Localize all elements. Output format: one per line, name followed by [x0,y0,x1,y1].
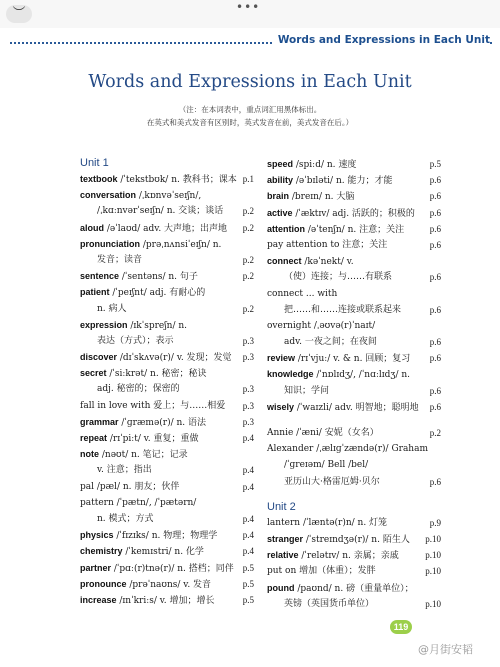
vocab-entry [267,318,441,334]
definition: n. 病人 [97,303,127,314]
headword: review [267,353,296,364]
page-ref: p.5 [242,578,254,589]
headword: pound [267,582,295,593]
headword: note [80,449,99,460]
vocab-entry [267,237,441,253]
page-ref: p.3 [242,416,254,427]
definition: 表达（方式）；表示 [97,335,174,346]
headword: speed [267,159,294,169]
headword: patient [80,287,110,298]
definition: /ˈnɒlɪdʒ/, /ˈnɑːlɪdʒ/ n. [313,370,411,381]
page-title: Words and Expressions in Each Unit [88,72,412,92]
page-ref: p.3 [242,335,254,346]
page-ref: p.5 [429,159,441,169]
entry-continuation [80,381,254,397]
definition: /ˈstreɪndʒə(r)/ n. 陌生人 [303,534,410,545]
entry-continuation [80,301,254,317]
definition: /ˈfɪzɪks/ n. 物理；物理学 [113,531,218,542]
vocab-entry [80,543,254,559]
headword: textbook [80,174,118,184]
page-ref: p.3 [242,352,254,363]
definition: /ˈwaɪzli/ adv. 明智地；聪明地 [294,402,419,413]
page-ref: p.4 [242,546,254,557]
spacer [267,490,441,500]
vocab-entry [80,187,254,203]
headword: increase [80,594,117,605]
definition: /ˈtekstbʊk/ n. 教科书；课本 [117,175,237,185]
page-ref: p.6 [429,353,441,364]
page-ref: p.10 [425,533,441,544]
page-ref: p.2 [242,271,254,282]
headword: ability [267,175,294,186]
vocab-entry [267,350,441,366]
headword: physics [80,530,114,541]
vocab-entry [267,286,441,302]
more-options-icon[interactable]: ••• [236,0,261,14]
unit-heading: Unit 1 [80,157,109,169]
page-ref: p.2 [242,206,254,217]
definition: adj. 秘密的；保密的 [97,384,180,395]
page-ref: p.2 [429,428,441,438]
vocab-entry [267,366,441,382]
page-ref: p.6 [429,223,441,234]
definition: /əˈlaʊd/ adv. 大声地；出声地 [104,223,228,234]
entry-continuation [267,474,441,490]
watermark: @月街安韬 [418,643,473,656]
page-ref: p.1 [242,174,254,184]
page-ref: p.4 [242,530,254,541]
page-ref: p.10 [425,598,441,609]
vocab-entry [80,284,254,300]
definition: pattern /ˈpætn/, /ˈpætərn/ [80,497,197,508]
page-ref: p.6 [429,191,441,202]
page-ref: p.6 [429,304,441,315]
vocab-entry [267,580,441,596]
headword: sentence [80,271,120,282]
headword: connect [267,256,302,267]
headword: knowledge [267,369,314,380]
vocab-entry [267,205,441,221]
definition: 英镑（英国货币单位） [284,598,375,609]
headword: active [267,207,293,218]
vocab-entry [267,156,441,172]
headword: stranger [267,533,304,544]
definition: /ˌkɒnvəˈseɪʃn/, [136,191,202,202]
entry-continuation [267,334,441,350]
definition: /ˈpeɪʃnt/ adj. 有耐心的 [109,288,206,299]
page-ref: p.10 [425,566,441,577]
vocab-entry [80,527,254,543]
definition: 亚历山大·格雷厄姆·贝尔 [284,476,380,487]
entry-continuation [267,596,441,612]
definition: /ˌkɑːnvərˈseɪʃn/ n. 交谈；谈话 [97,206,224,217]
definition: /prəˈnaʊns/ v. 发音 [126,579,212,590]
vocab-entry [80,479,254,495]
vocab-entry [267,172,441,188]
spacer [267,415,441,425]
entry-continuation [267,383,441,399]
vocab-entry [80,414,254,430]
definition: pal /pæl/ n. 朋友；伙伴 [80,481,180,492]
headword: chemistry [80,546,123,557]
definition: Alexander /ˌælɪɡˈzændə(r)/ Graham [267,444,429,455]
vocab-entry [80,349,254,365]
headword: attention [267,223,305,234]
headword: secret [80,368,107,379]
headword: conversation [80,190,137,201]
page-ref: p.6 [429,239,441,250]
collapse-icon[interactable]: ︶ [6,5,32,23]
vocab-entry [267,425,441,441]
definition: /ˈsentəns/ n. 句子 [119,272,198,283]
definition: adv. 一夜之间；在夜间 [284,337,377,348]
vocab-entry [267,188,441,204]
definition: 把……和……连接或联系起来 [284,304,402,315]
entry-continuation [80,333,254,349]
definition: /ˈpɑː(r)tnə(r)/ n. 搭档；同伴 [111,563,234,574]
definition: /kəˈnekt/ v. [301,257,354,268]
vocab-entry [80,560,254,576]
headword: discover [80,352,118,363]
vocab-entry [80,592,254,608]
definition: Annie /ˈæni/ 安妮（女名） [267,428,379,438]
vocab-entry [80,446,254,462]
entry-continuation [267,269,441,285]
headword: partner [80,562,112,573]
definition: /əˈtenʃn/ n. 注意；关注 [305,224,405,235]
vocab-entry [267,531,441,547]
left-column [80,156,254,608]
page-ref: p.5 [242,594,254,605]
page-ref: p.6 [429,272,441,283]
definition: overnight /ˌəʊvə(r)ˈnaɪt/ [267,320,376,331]
page-ref: p.3 [242,400,254,411]
right-column [267,156,441,612]
definition: put on 增加（体重）；发胖 [267,566,376,577]
page-ref: p.10 [425,550,441,561]
definition: /əˈbɪləti/ n. 能力；才能 [293,176,393,187]
vocab-entry [80,220,254,236]
page-ref: p.6 [429,385,441,396]
definition: 知识；学问 [284,385,330,396]
vocab-entry [267,399,441,415]
headword: pronunciation [80,238,140,249]
page-ref: p.6 [429,337,441,348]
definition: v. 注意；指出 [97,465,152,476]
definition: /breɪn/ n. 大脑 [289,192,355,203]
page-ref: p.6 [429,401,441,412]
vocab-entry [80,268,254,284]
headword: pronounce [80,578,127,589]
page-ref: p.4 [242,513,254,524]
vocab-entry [267,563,441,579]
vocab-entry [80,317,254,333]
running-header: Words and Expressions in Each Unit [274,34,490,46]
unit-heading: Unit 2 [267,500,296,513]
definition: /nəʊt/ n. 笔记；记录 [99,450,188,461]
page-ref: p.2 [242,254,254,265]
definition: fall in love with 爱上；与……相爱 [80,400,226,411]
vocab-entry [80,365,254,381]
headword: repeat [80,433,108,443]
page-ref: p.4 [242,465,254,476]
vocab-entry [267,547,441,563]
definition: /paʊnd/ n. 磅（重量单位）； [294,583,414,594]
definition: /ɪkˈspreʃn/ n. [127,320,188,331]
definition: connect ... with [267,288,338,299]
definition: /ˈkemɪstri/ n. 化学 [122,547,204,558]
definition: （使）连接；与……有联系 [284,272,393,283]
vocab-entry [80,576,254,592]
top-bar [0,0,500,28]
vocab-entry [80,430,254,446]
entry-continuation [267,302,441,318]
definition: /ɪnˈkriːs/ v. 增加；增长 [116,595,215,606]
note-line-1: （注：在本词表中，重点词汇用黑体标出。 [178,105,322,114]
definition: /rɪˈvjuː/ v. & n. 回顾；复习 [295,354,411,365]
headword: grammar [80,416,119,427]
definition: /ˈɡræmə(r)/ n. 语法 [118,417,207,428]
definition: 发音；读音 [97,254,143,265]
page-ref: p.3 [242,384,254,395]
definition: /spiːd/ n. 速度 [293,160,357,170]
definition: /ˈæktɪv/ adj. 活跃的；积极的 [292,208,415,219]
entry-continuation [80,511,254,527]
vocab-entry [80,236,254,252]
definition: pay attention to 注意；关注 [267,239,388,250]
definition: /ˈsiːkrət/ n. 秘密；秘诀 [106,369,207,380]
definition: n. 模式；方式 [97,513,154,524]
page-ref: p.4 [242,433,254,443]
headword: wisely [267,401,295,412]
entry-continuation [267,457,441,473]
vocab-entry [80,171,254,187]
page-ref: p.5 [242,562,254,573]
entry-continuation [80,462,254,478]
page-ref: p.4 [242,481,254,492]
page-ref: p.2 [242,222,254,233]
definition: /ˈrelətɪv/ n. 亲属；亲戚 [298,551,399,562]
entry-continuation [80,203,254,219]
headword: expression [80,319,128,330]
page-ref: p.6 [429,175,441,186]
page-number-badge: 119 [390,620,412,634]
headword: aloud [80,222,104,233]
vocab-entry [267,441,441,457]
vocab-entry [267,221,441,237]
vocab-entry [80,398,254,414]
vocab-entry [267,253,441,269]
definition: lantern /ˈlæntə(r)n/ n. 灯笼 [267,517,388,528]
vocab-entry [80,495,254,511]
page-ref: p.6 [429,207,441,218]
definition: /prəˌnʌnsiˈeɪʃn/ n. [140,239,222,250]
vocab-entry [267,515,441,531]
definition: /dɪˈskʌvə(r)/ v. 发现；发觉 [117,353,232,364]
page-ref: p.2 [242,303,254,314]
definition: /ˈɡreɪəm/ Bell /bel/ [284,460,369,471]
note-line-2: 在英式和美式发音有区别时，英式发音在前，美式发音在后。） [146,118,354,127]
entry-continuation [80,252,254,268]
page-ref: p.9 [429,517,441,528]
headword: relative [267,550,299,561]
page-ref: p.6 [429,476,441,487]
headword: brain [267,191,290,202]
definition: /rɪˈpiːt/ v. 重复；重做 [107,434,199,444]
